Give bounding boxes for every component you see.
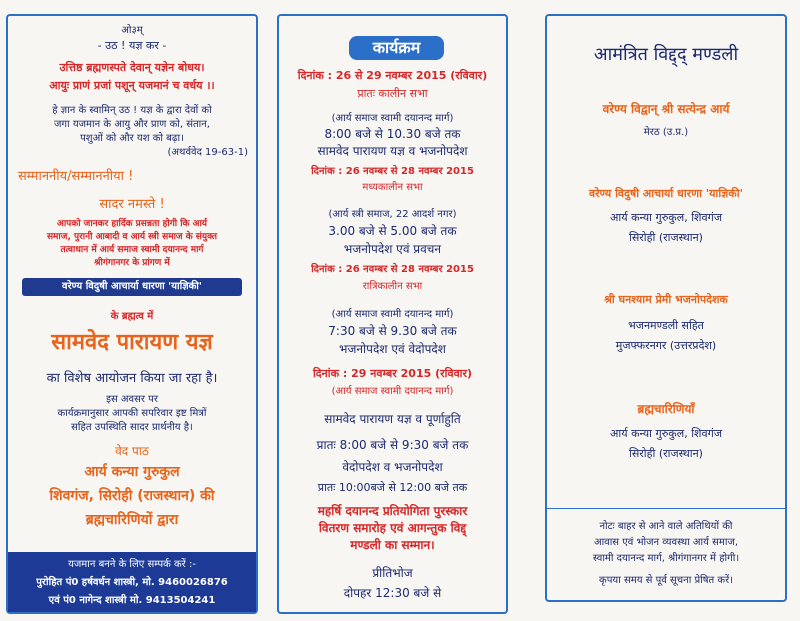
special-event-line: का विशेष आयोजन किया जा रहा है। [46,371,218,386]
vedpath-heading: वेद पाठ [115,444,149,458]
prize-line-2: वितरण समारोह एवं आगन्तुक विद्द् [318,521,467,535]
guest-2-name: वरेण्य विदुषी आचार्या धारणा 'याज्ञिकी' [589,187,743,200]
date-1: दिनांक : 26 से 29 नवम्बर 2015 (रविवार) [297,69,488,82]
date-4: दिनांक : 29 नवम्बर 2015 (रविवार) [312,367,473,380]
gurukul-line-3: ब्रह्मचारिणियों द्वारा [85,512,179,528]
date-2: दिनांक : 26 नवम्बर से 28 नवम्बर 2015 [311,166,474,177]
guest-1-name: वरेण्य विद्वान् श्री सत्येन्द्र आर्य [602,102,730,116]
mantra-line-2: आयुः प्राणं प्रजां पशून् यजमानं च वर्धय ।। [49,79,215,92]
invite-line-1: कार्यक्रमानुसार आपकी सपरिवार इष्ट मित्रों [57,408,207,419]
info-line-2: समाज, पुरानी आबादी व आर्य स्त्री समाज के संयुक्त [46,232,218,242]
gurukul-line-2: शिवगंज, सिरोही (राजस्थान) की [49,488,215,504]
session-3: रात्रिकालीन सभा [362,281,423,292]
info-line-3: तत्वाधान में आर्य समाज स्वामी दयानन्द मार्ग [60,245,204,255]
note-line-2: आवास एवं भोजन व्यवस्था आर्य समाज, [593,537,739,548]
venue-3: (आर्य समाज स्वामी दयानन्द मार्ग) [331,309,454,320]
time-4: प्रातः 8:00 बजे से 9:30 बजे तक [316,438,469,452]
footer-contact-1: पुरोहित पं0 हर्षवर्धन शास्त्री, मो. 9460026876 [36,577,228,588]
guest-3-line-1: भजनमण्डली सहित [628,319,704,332]
mantra-line-1: उत्तिष्ठ ब्रह्मणस्पते देवान् यज्ञेन बोधय। [59,61,205,74]
session-2: मध्यकालीन सभा [362,182,423,193]
brahmatva-line: के ब्रह्मत्व में [110,311,154,322]
venue-1: (आर्य समाज स्वामी दयानन्द मार्ग) [331,113,454,124]
event-3: भजनोपदेश एवं वेदोपदेश [339,342,446,356]
event-title: सामवेद पारायण यज्ञ [51,330,213,355]
note-line-1: नोटः बाहर से आने वाले अतिथियों की [599,521,733,532]
occasion-line: इस अवसर पर [106,394,158,405]
lunch-time: दोपहर 12:30 बजे से [343,586,442,600]
guest-3-name: श्री घनश्याम प्रेमी भजनोपदेशक [604,293,728,306]
time-1: 8:00 बजे से 10.30 बजे तक [324,127,461,141]
time-2: 3.00 बजे से 5.00 बजे तक [328,224,457,238]
lunch-heading: प्रीतिभोज [372,566,413,580]
guest-1-place: मेरठ (उ.प्र.) [643,127,689,138]
guest-3-line-2: मुजफ्फरनगर (उत्तरप्रदेश) [615,339,717,352]
event-5: वेदोपदेश व भजनोपदेश [342,460,443,474]
info-line-4: श्रीगंगानगर के प्रांगण में [94,258,170,268]
guest-4-line-2: सिरोही (राजस्थान) [629,447,703,460]
source-ref: (अथर्ववेद 19-63-1) [167,147,248,158]
guests-title: आमंत्रित विद्द्द् मण्डली [593,44,739,65]
namaste-greeting: सादर नमस्ते ! [99,197,165,212]
prize-line-3: मण्डली का सम्मान। [350,538,435,552]
contact-footer [8,552,256,612]
date-3: दिनांक : 26 नवम्बर से 28 नवम्बर 2015 [311,264,474,275]
gurukul-line-1: आर्य कन्या गुरुकुल [84,464,180,480]
invite-line-2: सहित उपस्थिति सादर प्रार्थनीय है। [71,422,193,433]
event-2: भजनोपदेश एवं प्रवचन [343,242,442,256]
note-line-3: स्वामी दयानन्द मार्ग, श्रीगंगानगर में होगी। [592,553,740,564]
om-heading: ओ३म् [121,25,143,36]
program-panel [277,14,508,614]
info-line-1: आपको जानकर हार्दिक प्रसन्नता होगी कि आर्य [56,219,208,229]
acharya-banner: वरेण्य विदुषी आचार्या धारणा 'याज्ञिकी' [22,278,242,296]
guest-2-line-1: आर्य कन्या गुरुकुल, शिवगंज [609,211,722,224]
utho-line: - उठ ! यज्ञ कर - [97,39,167,52]
event-1: सामवेद पारायण यज्ञ व भजनोपदेश [317,144,468,158]
note-divider [547,508,785,509]
meaning-line-3: पशुओं को और यश को बढ़ा। [80,133,184,144]
program-tag: कार्यक्रम [349,36,444,60]
meaning-line-2: जगा यजमान के आयु और प्राण को, संतान, [54,119,210,130]
guest-2-line-2: सिरोही (राजस्थान) [629,231,703,244]
meaning-line-1: हे ज्ञान के स्वामिन् उठ ! यज्ञ के द्वारा देवों को [52,105,212,116]
venue-4: (आर्य समाज स्वामी दयानन्द मार्ग) [331,386,454,397]
venue-2: (आर्य स्त्री समाज, 22 आदर्श नगर) [328,209,457,220]
guest-4-line-1: आर्य कन्या गुरुकुल, शिवगंज [609,427,722,440]
event-4: सामवेद पारायण यज्ञ व पूर्णाहुति [324,412,461,426]
guest-4-name: ब्रह्मचारिणियाँ [637,402,695,416]
session-1: प्रातः कालीन सभा [357,87,428,100]
footer-title: यजमान बनने के लिए सम्पर्क करें :- [68,559,196,570]
time-5: प्रातः 10:00बजे से 12:00 बजे तक [317,481,468,494]
prize-line-1: महर्षि दयानन्द प्रतियोगिता पुरस्कार [317,504,468,518]
footer-contact-2: एवं पं0 नागेन्द शास्त्री मो. 9413504241 [48,595,216,606]
respected-greeting: सम्माननीय/सम्माननीया ! [18,169,134,184]
invitation-left-panel [6,14,258,614]
note-line-4: कृपया समय से पूर्व सूचना प्रेषित करें। [599,575,733,586]
time-3: 7:30 बजे से 9.30 बजे तक [328,324,457,338]
guests-panel [545,14,787,602]
